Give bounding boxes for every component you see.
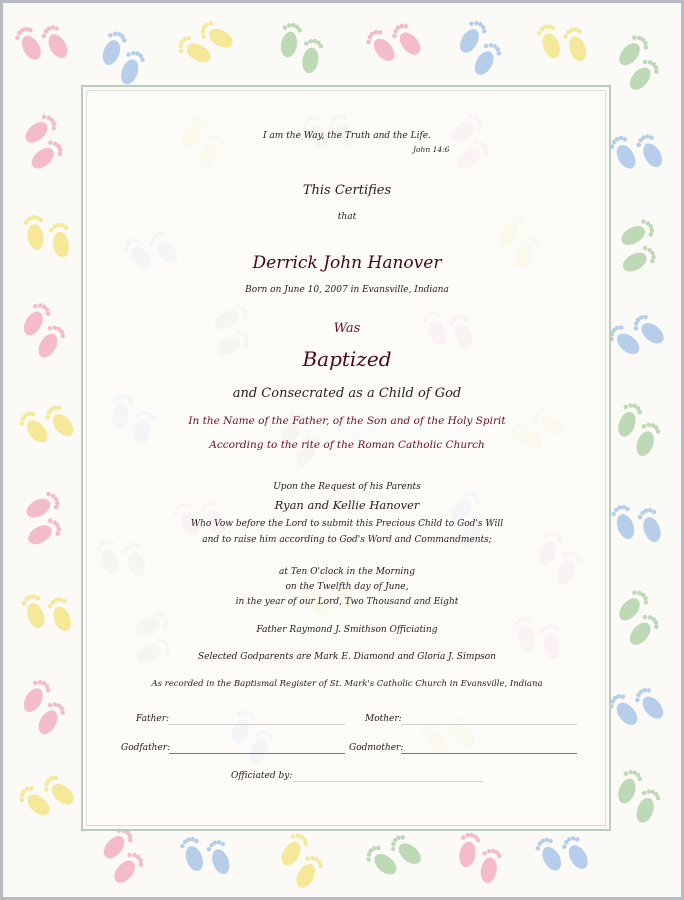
baby-footprint-icon (276, 21, 327, 75)
baby-footprint-icon (606, 675, 669, 739)
baby-footprint-icon (610, 400, 667, 459)
verse-text: I am the Way, the Truth and the Life. (263, 131, 431, 141)
baby-footprint-icon (363, 11, 426, 75)
baby-footprint-icon (271, 830, 332, 892)
baby-footprint-icon (12, 12, 73, 74)
baby-footprint-icon (13, 676, 74, 738)
baby-footprint-icon (178, 826, 235, 885)
record-line: As recorded in the Baptismal Register of St. Mark's Catholic Church in Evansville, Indiana (151, 679, 543, 689)
baby-footprint-icon (12, 489, 74, 550)
officiated-by-signature-line[interactable] (293, 781, 483, 782)
officiant-line: Father Raymond J. Smithson Officiating (256, 625, 438, 635)
godmother-signature-line[interactable] (401, 753, 577, 754)
officiated-by-label: Officiated by: (231, 771, 293, 781)
birth-line: Born on June 10, 2007 in Evansville, Indiana (245, 285, 449, 295)
baby-footprint-icon (605, 304, 669, 367)
baby-footprint-icon (607, 121, 668, 183)
godfather-signature-line[interactable] (169, 753, 345, 754)
baby-footprint-icon (23, 209, 74, 263)
baptized-heading: Baptized (302, 347, 392, 371)
certifies-that: that (337, 212, 357, 222)
godparents-line: Selected Godparents are Mark E. Diamond and Gloria J. Simpson (198, 652, 496, 662)
vow-line-2: and to raise him according to God's Word and Commandments; (202, 535, 492, 545)
vow-line-1: Who Vow before the Lord to submit this Precious Child to God's Will (190, 519, 504, 529)
godfather-label: Godfather: (121, 743, 171, 753)
trinity-line: In the Name of the Father, of the Son and of the Holy Spirit (188, 415, 506, 427)
mother-label: Mother: (365, 714, 402, 724)
father-signature-line[interactable] (169, 724, 345, 725)
mother-signature-line[interactable] (401, 724, 577, 725)
was-label: Was (333, 321, 361, 336)
baby-footprint-icon (609, 494, 666, 553)
baby-footprint-icon (607, 216, 669, 277)
baby-footprint-icon (607, 586, 670, 650)
baby-footprint-icon (449, 17, 510, 79)
baby-footprint-icon (16, 393, 79, 457)
godmother-label: Godmother: (349, 743, 404, 753)
baby-footprint-icon (175, 12, 237, 73)
baby-footprint-icon (94, 29, 151, 88)
baby-footprint-icon (363, 824, 427, 887)
baby-footprint-icon (535, 13, 592, 72)
certifies-title: This Certifies (302, 183, 392, 198)
father-label: Father: (136, 714, 170, 724)
parents-names: Ryan and Kellie Hanover (274, 498, 420, 512)
ceremony-day: on the Twelfth day of June, (285, 582, 409, 592)
baby-footprint-icon (454, 831, 505, 885)
verse-reference: John 14:6 (413, 145, 450, 154)
baby-footprint-icon (20, 583, 77, 642)
child-name: Derrick John Hanover (252, 253, 442, 273)
consecrated-line: and Consecrated as a Child of God (232, 386, 462, 401)
baby-footprint-icon (610, 767, 667, 826)
baby-footprint-icon (533, 823, 594, 885)
baby-footprint-icon (16, 765, 80, 828)
baby-footprint-icon (13, 300, 74, 362)
ceremony-year: in the year of our Lord, Two Thousand and Eight (235, 597, 459, 607)
rite-line: According to the rite of the Roman Catholic Church (209, 439, 485, 451)
parents-request-line: Upon the Request of his Parents (273, 482, 421, 492)
ceremony-time: at Ten O'clock in the Morning (279, 567, 415, 577)
baby-footprint-icon (607, 31, 670, 95)
baby-footprint-icon (12, 111, 76, 174)
baby-footprint-icon (91, 824, 154, 888)
